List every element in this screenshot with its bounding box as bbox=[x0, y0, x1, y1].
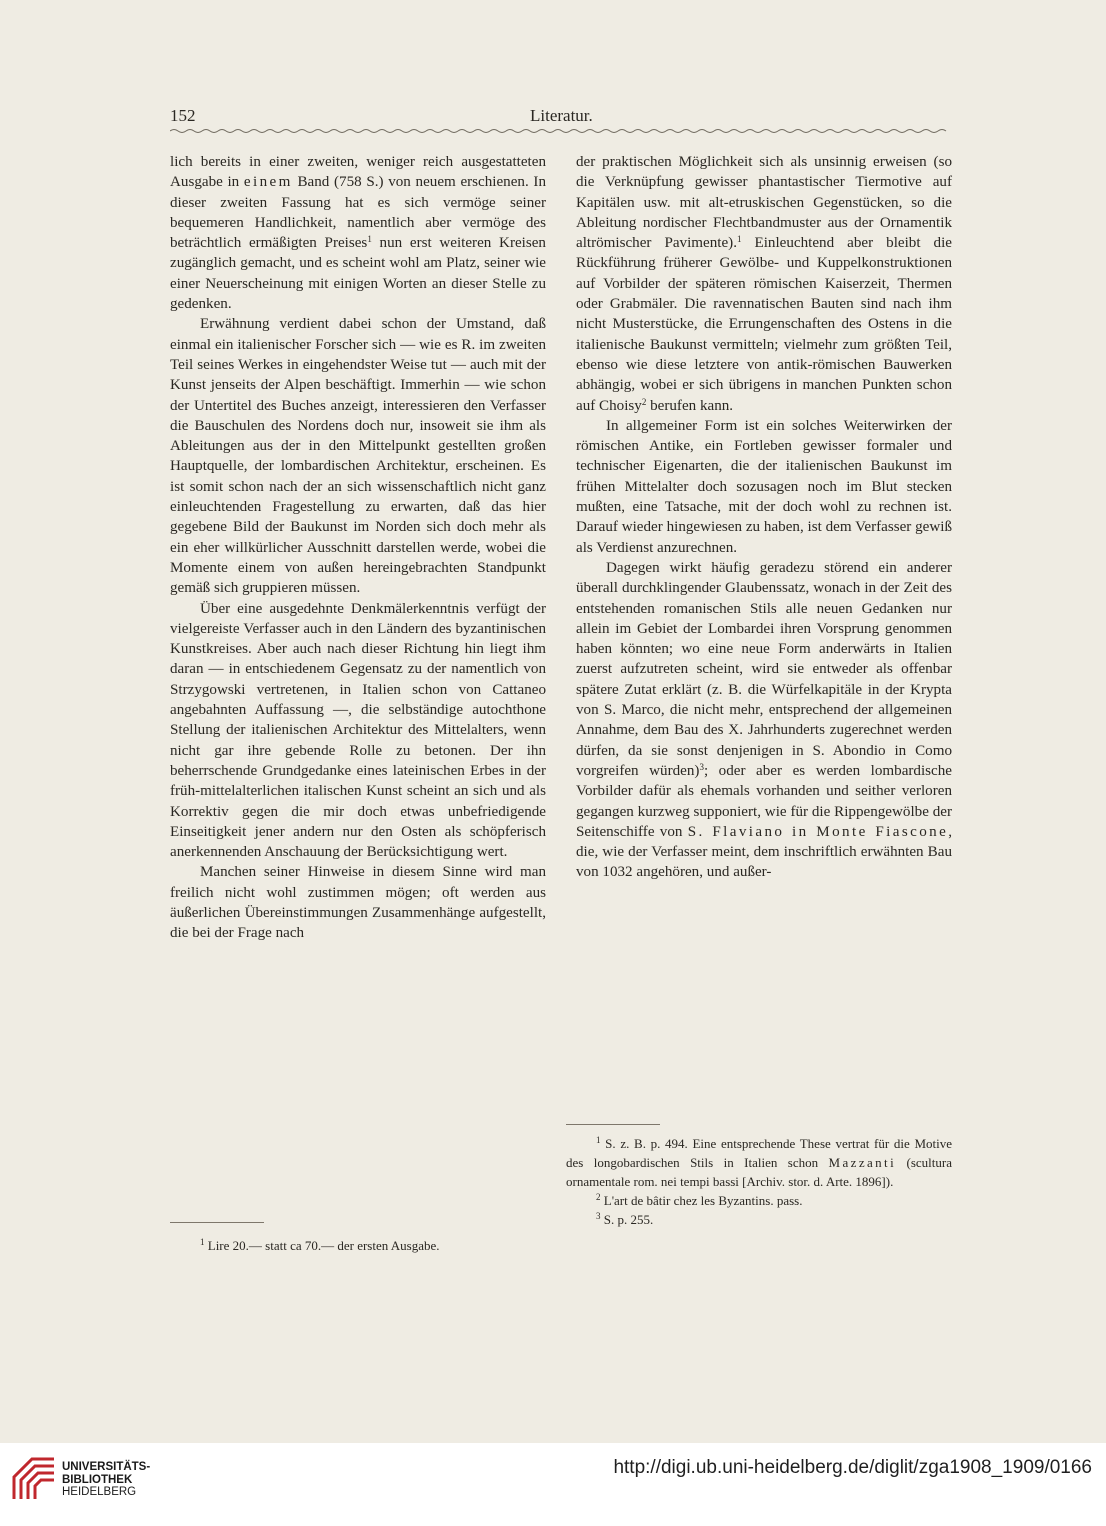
running-title: Literatur. bbox=[530, 106, 593, 125]
paragraph: Über eine ausgedehnte Denkmälerkenntnis verfügt der vielgereiste Verfasser auch in den Ländern des byzantinischen Kunstkreises. Aber auch nach dieser Richtung hin liegt ihm daran — in entschiedenem Gegensatz zu der namentlich von Strzygowski vertretenen, in Italien schon von Cattaneo angebahnten Auffassung —, die selbständige autochthone Stellung der italienischen Architektur des Mittelalters, wenn nicht gar ihre gebende Rolle zu betonen. Der ihn beherrschende Grundgedanke eines lateinischen Erbes in der früh-mittelalterlichen italischen Kunst scheint an sich und als Korrektiv gegen die mir doch etwas unbefriedigende Einseitigkeit jener andern nur den Osten als schöpferisch anerkennenden Anschauung der Berücksichtigung wert. bbox=[170, 600, 546, 861]
paragraph: lich bereits in einer zweiten, weniger reich ausgestatteten Ausgabe in einem Band (758 S.) von neuem erschienen. In dieser zweiten Fassung hat es sich vermöge seiner bequemeren Handlichkeit, namentlich aber vermöge des beträchtlich ermäßigten Preises$^1$ nun erst weiteren Kreisen zugänglich gemacht, und es scheint wohl am Platz, seiner wie einer Neuerscheinung mit einigen Worten an dieser Stelle zu gedenken. bbox=[170, 154, 546, 313]
footnote: $^2$ L'art de bâtir chez les Byzantins. pass. bbox=[596, 1192, 803, 1208]
library-logo-icon[interactable] bbox=[12, 1457, 56, 1501]
footnote-separator bbox=[170, 1222, 264, 1223]
footnote-reference: 3 bbox=[699, 761, 704, 772]
paragraph: der praktischen Möglichkeit sich als unsinnig erweisen (so die Verknüpfung gewisser phantastischer Tiermotive auf Kapitälen usw. mit alt-etruskischen Gegenstücken, so die Ableitung nordischer Flechtbandmuster aus der Ornamentik altrömischer Pavimente).$^1$ Einleuchtend aber bleibt die Rückführung früherer Gewölbe- und Kuppelkonstruktionen auf Vorbilder der späteren römischen Kaiserzeit, Thermen oder Grabmäler. Die ravennatischen Bauten sind nach ihm nicht Musterstücke, die Errungenschaften des Ostens in die italienische Baukunst vermitteln; vielmehr zum größten Teil, ebenso wie diese letztere von antik-römischen Bauwerken abhängig, wobei er sich übrigens in manchen Punkten schon auf Choisy$^2$ berufen kann. bbox=[576, 154, 952, 414]
logo-line: HEIDELBERG bbox=[62, 1486, 137, 1498]
header-wavy-rule bbox=[170, 128, 952, 134]
footnote-reference: 1 bbox=[367, 234, 372, 245]
footnote-reference: 1 bbox=[736, 234, 742, 245]
footer-bar bbox=[0, 1443, 1106, 1526]
footnote-separator bbox=[566, 1124, 660, 1125]
paragraph: Manchen seiner Hinweise in diesem Sinne wird man freilich nicht wohl zustimmen mögen; oft werden aus äußerlichen Übereinstimmungen Zusammenhänge aufgestellt, die bei der Frage nach bbox=[170, 864, 546, 942]
paragraph: In allgemeiner Form ist ein solches Weiterwirken der römischen Antike, ein Fortleben gewisser formaler und technischer Eigenarten, die der italienischen Baukunst im frühen Mittelalter doch sozusagen noch im Blut stecken mußten, eine Tatsache, mit der doch wohl zu rechnen ist. Darauf wieder hingewiesen zu haben, ist dem Verfasser gewiß als Verdienst anzurechnen. bbox=[576, 417, 952, 556]
footnote: $^1$ S. z. B. p. 494. Eine entsprechende These vertrat für die Motive des longobardischen Stils in Italien schon Mazzanti (scultura ornamentale rom. nei tempi bassi [Archiv. stor. d. Arte. 1896]). bbox=[566, 1135, 952, 1189]
footnotes-left bbox=[170, 1236, 546, 1255]
digital-library-link[interactable]: http://digi.ub.uni-heidelberg.de/diglit/zga1908_1909/0166 bbox=[613, 1457, 1092, 1478]
logo-line: BIBLIOTHEK bbox=[62, 1473, 133, 1486]
footnote: $^1$ Lire 20.— statt ca 70.— der ersten Ausgabe. bbox=[200, 1237, 440, 1253]
left-text-column bbox=[170, 152, 546, 944]
right-text-column bbox=[576, 152, 952, 883]
library-logo-text bbox=[62, 1461, 150, 1499]
footnote: $^3$ S. p. 255. bbox=[596, 1211, 654, 1227]
paragraph: Erwähnung verdient dabei schon der Umstand, daß einmal ein italienischer Forscher sich — wie es R. im zweiten Teil seines Werkes in eingehendster Weise tut — auch mit der Kunst jenseits der Alpen beschäftigt. Immerhin — wie schon der Untertitel des Buches anzeigt, interessieren den Verfasser die Bauschulen des Nordens doch nur, insoweit sie ihm als Ableitungen aus der in den Mittelpunkt gestellten großen Hauptquelle, der lombardischen Architektur, erscheinen. Es ist somit schon nach der an sich wissenschaftlich nicht ganz einleuchtenden Fragestellung zu erwarten, daß das hier gegebene Bild der Baukunst im Norden sich doch mehr als ein eher willkürlicher Ausschnitt darstellen werde, wobei die Momente einem von außen hereingebrachten Standpunkt gemäß sich gruppieren müssen. bbox=[170, 316, 546, 597]
page-number: 152 bbox=[170, 106, 196, 125]
paragraph: Dagegen wirkt häufig geradezu störend ein anderer überall durchklingender Glaubenssatz, wonach in der Zeit des entstehenden romanischen Stils alle neuen Gedanken nur allein im Gebiet der Lombardei ihren Vorsprung genommen haben könnten; wo eine neue Form anderwärts in Italien zuerst aufzutreten scheint, wird sie entweder als offenbar spätere Zutat erklärt (z. B. die Würfelkapitäle in der Krypta von S. Marco, die nicht mehr, entsprechend der allgemeinen Annahme, dem Bau des X. Jahrhunderts zugerechnet werden dürfen, da sie sonst denjenigen in S. Abondio in Como vorgreifen würden)$^3$; oder aber es werden lombardische Vorbilder dafür als ehemals vorhanden und seither verloren gegangen kurzweg supponiert, wie für die Rippengewölbe der Seitenschiffe von S. Flaviano in Monte Fiascone, die, wie der Verfasser meint, dem inschriftlich erwähnten Bau von 1032 angehören, und außer- bbox=[576, 559, 952, 881]
logo-line: UNIVERSITÄTS- bbox=[62, 1461, 151, 1473]
footnote-reference: 2 bbox=[641, 396, 647, 407]
footnotes-right bbox=[566, 1134, 952, 1229]
